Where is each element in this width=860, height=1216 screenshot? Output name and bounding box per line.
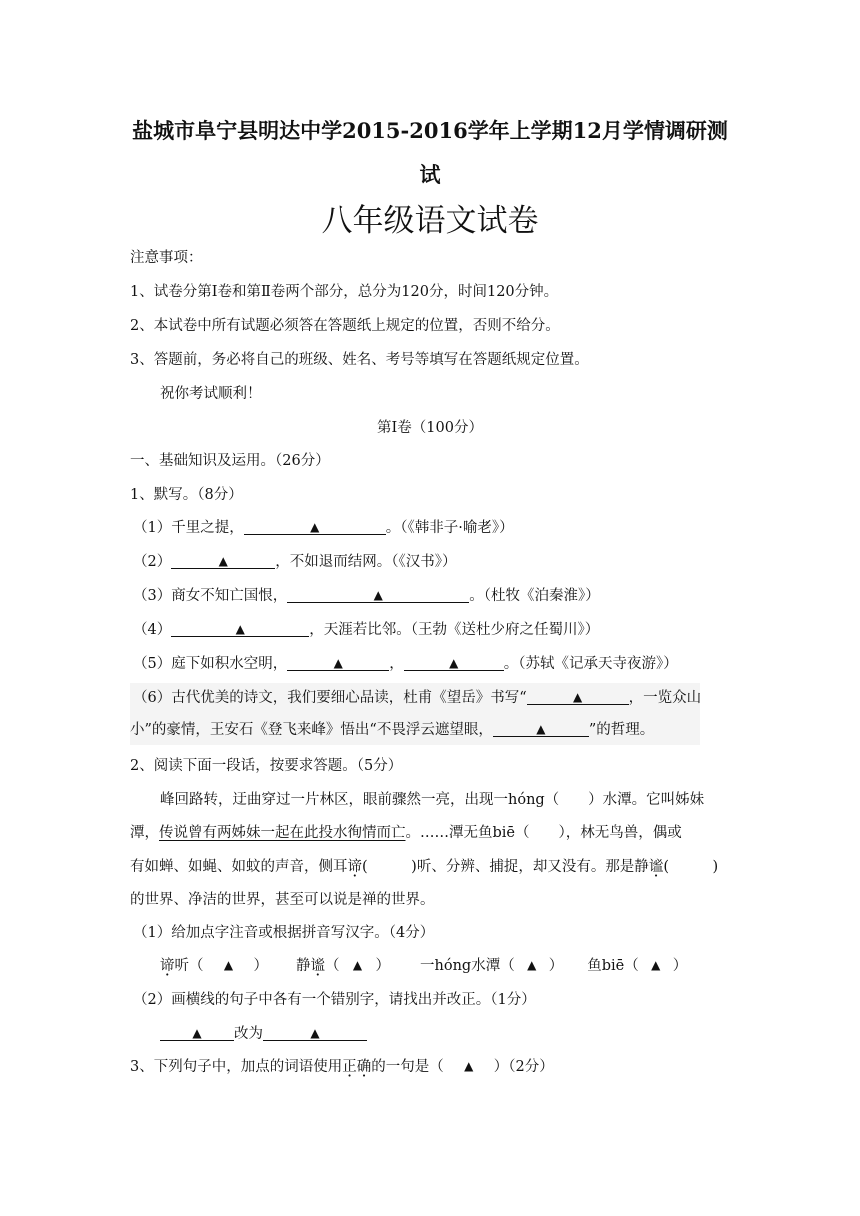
q1-item-5-pre: （5）庭下如积水空明， [133,656,288,672]
q1-item-4-pre: （4） [133,622,172,638]
note-item-3: 3、答题前，务必将自己的班级、姓名、考号等填写在答题纸规定位置。 [130,352,589,368]
notes-heading: 注意事项： [130,250,203,266]
answer-c-open: 一hóng水潭（ [420,958,515,974]
dotted-char-mi: 谧 [310,958,325,974]
q2-p3-b: ( )听、分辨、捕捉，却又没有。那是静 [362,859,649,875]
answer-blank[interactable] [160,1024,234,1041]
q1-item-4-post: ，天涯若比邻。（王勃《送杜少府之任蜀川》） [309,622,600,638]
q3-answer-slot[interactable] [444,1057,494,1077]
dotted-char-zheng: 正 [342,1059,357,1075]
q1-item-3-post: 。（杜牧《泊秦淮》） [469,588,600,604]
triangle-marker-icon: ▲ [373,588,383,602]
triangle-marker-icon: ▲ [223,958,234,972]
q1-item-6-d: ”的哲理。 [588,722,655,738]
note-item-1: 1、试卷分第Ⅰ卷和第Ⅱ卷两个部分，总分为120分，时间120分钟。 [130,284,559,300]
answer-b-pre: 静 [296,958,311,974]
q2-paragraph-line3 [130,857,718,877]
answer-a-slot[interactable] [204,956,254,976]
q2-sub2-answer [160,1024,367,1044]
q2-p2-a: 潭， [130,825,159,841]
replace-label: 改为 [234,1026,263,1042]
q3-text-c: ）（2分） [493,1059,554,1075]
q1-item-2-post: ，不如退而结网。（《汉书》） [275,554,457,570]
q3-text-b: 的一句是（ [371,1059,444,1075]
q1-item-4 [133,620,599,640]
q2-sub1-title: （1）给加点字注音或根据拼音写汉字。（4分） [133,925,435,941]
answer-b-close: ） [375,958,390,974]
q2-p2-b: 。……潭无鱼biē（ ），林无鸟兽，偶或 [405,825,682,841]
answer-c-slot[interactable] [515,956,549,976]
triangle-marker-icon: ▲ [192,1026,202,1040]
answer-blank[interactable] [171,620,309,637]
q1-item-1-post: 。（《韩非子·喻老》） [385,520,514,536]
answer-d-slot[interactable] [639,956,673,976]
triangle-marker-icon: ▲ [333,656,343,670]
answer-blank[interactable] [527,688,629,705]
q1-item-6-b: ，一览众山 [628,690,702,706]
triangle-marker-icon: ▲ [464,1059,474,1073]
triangle-marker-icon: ▲ [573,690,583,704]
q1-item-5 [133,654,678,674]
triangle-marker-icon: ▲ [310,520,320,534]
answer-blank[interactable] [244,518,386,535]
question-3-title [130,1057,554,1077]
q1-item-6-line1 [133,688,701,708]
dotted-char-di: 谛 [160,958,175,974]
q1-item-3-pre: （3）商女不知亡国恨， [133,588,288,604]
answer-blank[interactable] [263,1024,367,1041]
dotted-char-mi: 谧 [648,859,664,875]
triangle-marker-icon: ▲ [527,958,537,972]
q1-item-6-c: 小”的豪情，王安石《登飞来峰》悟出“不畏浮云遮望眼， [130,722,493,738]
q2-paragraph-line4: 的世界、净洁的世界，甚至可以说是禅的世界。 [130,892,435,908]
dotted-char-que: 确 [356,1059,372,1075]
triangle-marker-icon: ▲ [235,622,245,636]
triangle-marker-icon: ▲ [449,656,459,670]
q1-item-6-a: （6）古代优美的诗文，我们要细心品读，杜甫《望岳》书写“ [133,690,527,706]
answer-d-close: ） [672,958,688,974]
q1-item-2-pre: （2） [133,554,172,570]
wish-text: 祝你考试顺利！ [160,386,262,402]
exam-title-line1: 盐城市阜宁县明达中学2015-2016学年上学期12月学情调研测 [132,118,728,143]
q1-item-1-pre: （1）千里之提， [133,520,244,536]
answer-d-open: 鱼biē（ [587,958,639,974]
dotted-char-di: 谛 [347,859,362,875]
q3-text-a: 3、下列句子中，加点的词语使用 [130,1059,343,1075]
triangle-marker-icon: ▲ [310,1026,320,1040]
answer-blank[interactable] [171,552,275,569]
question-2-title: 2、阅读下面一段话，按要求答题。（5分） [130,758,403,774]
q1-item-3 [133,586,600,606]
triangle-marker-icon: ▲ [536,722,546,736]
q1-item-5-mid: ， [389,656,404,672]
note-item-2: 2、本试卷中所有试题必须答在答题纸上规定的位置，否则不给分。 [130,318,560,334]
answer-a-close: ） [253,958,268,974]
part-one-title: 一、基础知识及运用。（26分） [130,453,330,469]
answer-b-slot[interactable] [340,956,376,976]
answer-blank[interactable] [404,654,504,671]
q2-p3-a: 有如蝉、如蝇、如蚊的声音，侧耳 [130,859,348,875]
answer-blank[interactable] [287,654,389,671]
triangle-marker-icon: ▲ [651,958,661,972]
exam-title-line2: 试 [419,162,441,187]
answer-a-open: 听（ [174,958,204,974]
question-1-title: 1、默写。（8分） [130,487,243,503]
q2-sub2-title: （2）画横线的句子中各有一个错别字，请找出并改正。（1分） [133,992,536,1008]
q1-item-2 [133,552,456,572]
triangle-marker-icon: ▲ [352,958,363,972]
exam-subtitle: 八年级语文试卷 [321,203,539,239]
q1-item-5-post: 。（苏轼《记承天寺夜游》） [503,656,678,672]
q2-sub1-answers [160,956,687,976]
answer-blank[interactable] [287,586,469,603]
q2-p3-c: ( ) [663,859,719,875]
q1-item-1 [133,518,514,538]
answer-blank[interactable] [493,720,589,737]
triangle-marker-icon: ▲ [218,554,228,568]
volume-title: 第Ⅰ卷（100分） [377,420,483,436]
underlined-sentence: 传说曾有两姊妹一起在此投水徇情而亡 [159,825,406,841]
answer-b-open: （ [325,958,340,974]
q2-paragraph-line1: 峰回路转，迂曲穿过一片林区，眼前骤然一亮，出现一hóng（ ）水潭。它叫姊妹 [160,792,705,808]
q2-paragraph-line2 [130,823,682,843]
q1-item-6-line2 [130,720,654,740]
answer-c-close: ） [548,958,564,974]
